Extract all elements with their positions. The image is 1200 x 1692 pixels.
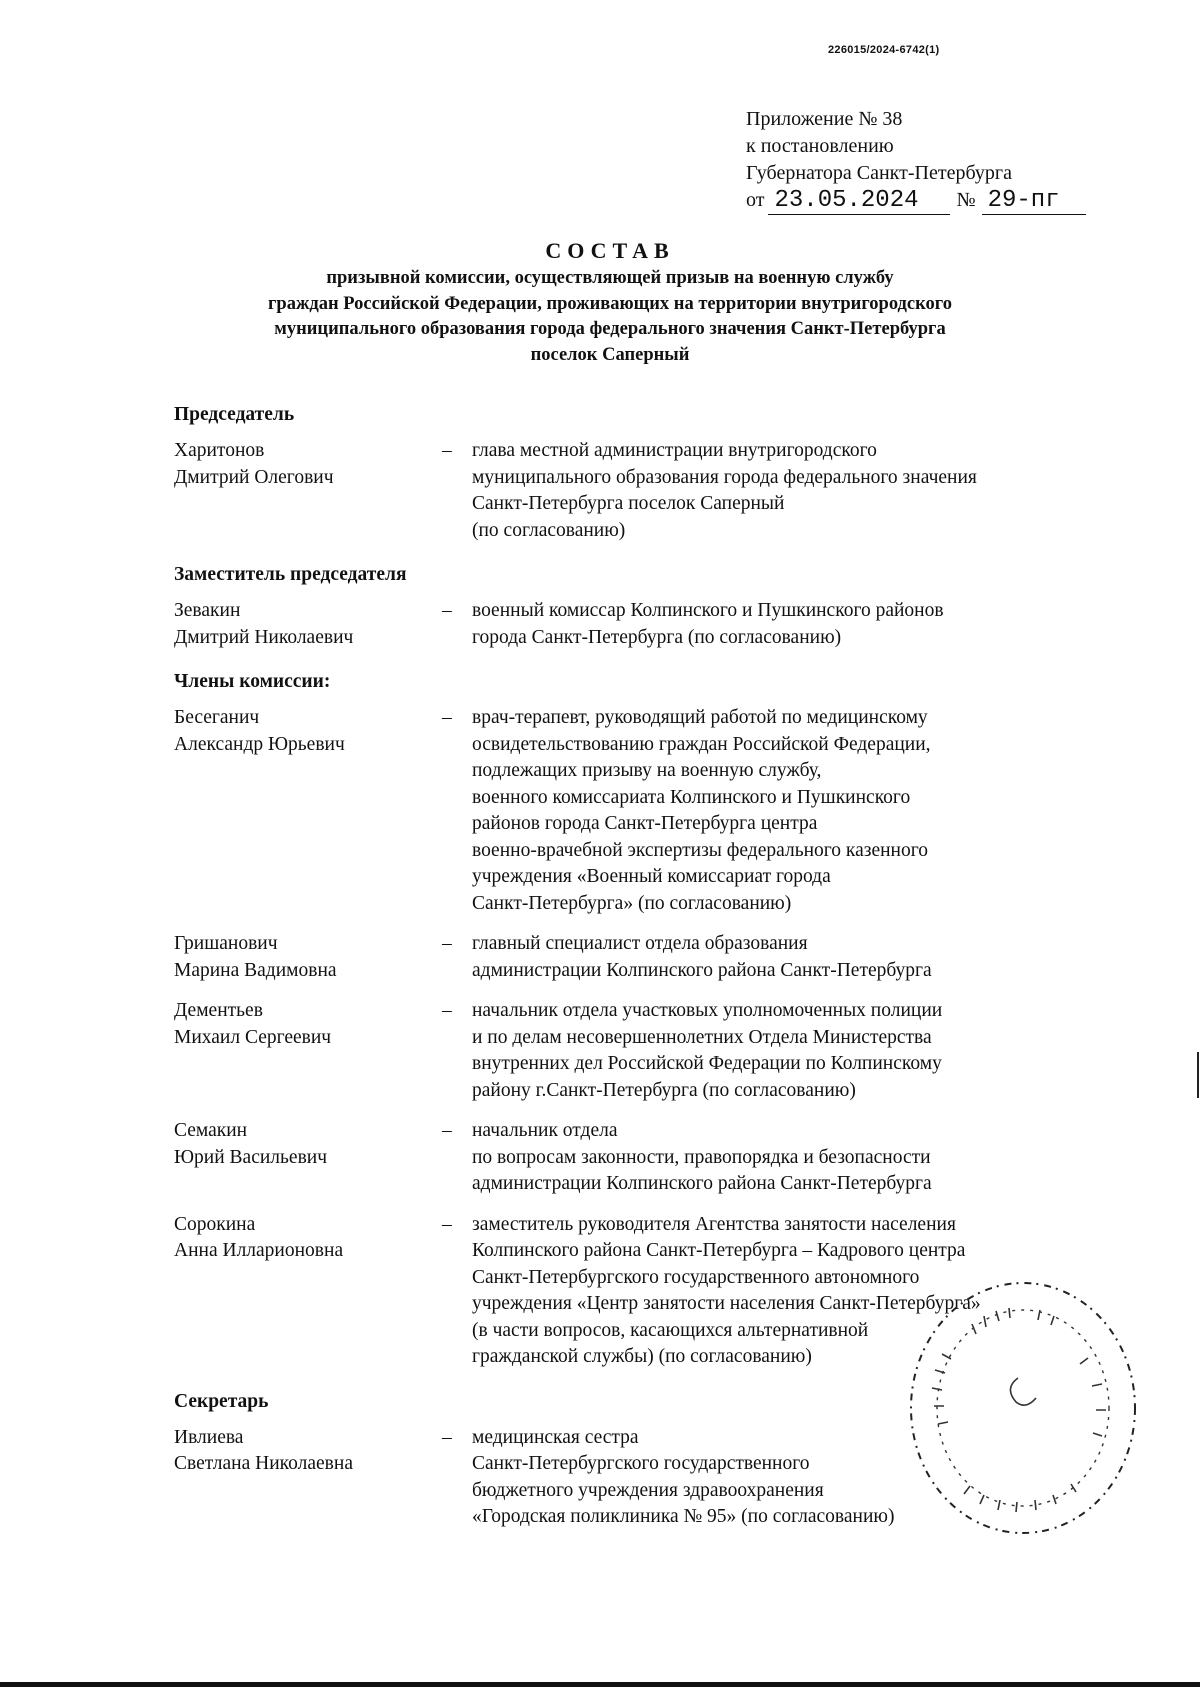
position-line: району г.Санкт-Петербурга (по согласованию) bbox=[472, 1079, 856, 1101]
member-given-names: Михаил Сергеевич bbox=[174, 1026, 332, 1048]
member-surname: Харитонов bbox=[174, 440, 265, 461]
title-line-3: муниципального образования города федерального значения Санкт-Петербурга bbox=[274, 319, 946, 339]
member-surname: Зевакин bbox=[174, 600, 241, 621]
member-name bbox=[174, 438, 442, 544]
member-name bbox=[174, 705, 442, 917]
member-position bbox=[472, 598, 1114, 651]
document-id: 226015/2024-6742(1) bbox=[828, 44, 940, 56]
position-line: администрации Колпинского района Санкт-Петербурга bbox=[472, 959, 932, 981]
position-line: Колпинского района Санкт-Петербурга – Кадрового центра bbox=[472, 1240, 966, 1261]
position-line: врач-терапевт, руководящий работой по медицинскому bbox=[472, 707, 928, 728]
entry-dash: – bbox=[442, 600, 452, 621]
member-position bbox=[472, 1118, 1114, 1198]
member-given-names: Светлана Николаевна bbox=[174, 1453, 353, 1474]
group-heading: Заместитель председателя bbox=[174, 564, 407, 585]
member-name bbox=[174, 1212, 442, 1371]
title-line-1: призывной комиссии, осуществляющей призыв на военную службу bbox=[326, 268, 894, 288]
position-line: Санкт-Петербургского государственного автономного bbox=[472, 1266, 920, 1288]
member-entry bbox=[174, 438, 1114, 544]
entry-dash: – bbox=[442, 1213, 452, 1235]
date-prefix: от bbox=[746, 189, 765, 211]
margin-mark bbox=[1197, 1052, 1199, 1098]
position-line: внутренних дел Российской Федерации по Колпинскому bbox=[472, 1053, 942, 1074]
position-line: подлежащих призыву на военную службу, bbox=[472, 760, 822, 781]
member-entry bbox=[174, 705, 1114, 917]
member-entry bbox=[174, 931, 1114, 984]
member-position bbox=[472, 438, 1114, 544]
member-name bbox=[174, 998, 442, 1104]
position-line: администрации Колпинского района Санкт-Петербурга bbox=[472, 1173, 932, 1194]
position-line: учреждения «Центр занятости населения Санкт-Петербурга» bbox=[472, 1293, 981, 1314]
position-line: города Санкт-Петербурга (по согласованию) bbox=[472, 626, 842, 648]
member-given-names: Дмитрий Николаевич bbox=[174, 626, 354, 648]
entry-dash: – bbox=[442, 1000, 452, 1021]
position-line: Санкт-Петербургского государственного bbox=[472, 1453, 810, 1474]
member-name bbox=[174, 931, 442, 984]
entry-dash: – bbox=[442, 440, 452, 461]
annex-date-line bbox=[746, 187, 1086, 215]
member-surname: Гришанович bbox=[174, 933, 278, 954]
number-prefix: № bbox=[956, 189, 976, 211]
annex-title: Приложение № 38 bbox=[746, 108, 903, 130]
position-line: Санкт-Петербурга поселок Саперный bbox=[472, 493, 785, 514]
member-given-names: Анна Илларионовна bbox=[174, 1240, 344, 1261]
member-position bbox=[472, 705, 1114, 917]
position-line: военно-врачебной экспертизы федерального казенного bbox=[472, 839, 928, 861]
position-line: «Городская поликлиника № 95» (по согласованию) bbox=[472, 1506, 895, 1527]
position-line: (в части вопросов, касающихся альтернативной bbox=[472, 1319, 869, 1341]
position-line: (по согласованию) bbox=[472, 519, 626, 541]
page-bottom-rule bbox=[0, 1682, 1200, 1687]
position-line: районов города Санкт-Петербурга центра bbox=[472, 813, 818, 834]
member-surname: Сорокина bbox=[174, 1213, 256, 1235]
position-line: заместитель руководителя Агентства занятости населения bbox=[472, 1213, 956, 1235]
position-line: и по делам несовершеннолетних Отдела Министерства bbox=[472, 1026, 932, 1048]
member-given-names: Марина Вадимовна bbox=[174, 959, 337, 981]
member-surname: Бесеганич bbox=[174, 707, 260, 728]
member-given-names: Дмитрий Олегович bbox=[174, 466, 334, 488]
member-position bbox=[472, 998, 1114, 1104]
entry-dash: – bbox=[442, 933, 452, 954]
group-heading: Секретарь bbox=[174, 1390, 269, 1412]
position-line: гражданской службы) (по согласованию) bbox=[472, 1346, 812, 1367]
member-surname: Дементьев bbox=[174, 1000, 263, 1021]
annex-issuer: Губернатора Санкт-Петербурга bbox=[746, 162, 1012, 184]
position-line: начальник отдела участковых уполномоченных полиции bbox=[472, 1000, 943, 1021]
group-heading: Председатель bbox=[174, 404, 295, 425]
annex-block bbox=[746, 106, 1086, 215]
member-name bbox=[174, 1118, 442, 1198]
official-seal-stamp bbox=[898, 1266, 1148, 1546]
document-title bbox=[130, 236, 1090, 368]
member-entry bbox=[174, 1118, 1114, 1198]
group-heading: Члены комиссии: bbox=[174, 671, 331, 692]
member-surname: Семакин bbox=[174, 1120, 248, 1141]
title-line-2: граждан Российской Федерации, проживающих на территории внутригородского bbox=[268, 293, 952, 314]
member-given-names: Юрий Васильевич bbox=[174, 1146, 328, 1168]
member-entry bbox=[174, 998, 1114, 1104]
position-line: военный комиссар Колпинского и Пушкинского районов bbox=[472, 600, 944, 621]
decree-date: 23.05.2024 bbox=[768, 188, 950, 215]
position-line: муниципального образования города федерального значения bbox=[472, 466, 977, 488]
position-line: глава местной администрации внутригородского bbox=[472, 440, 877, 461]
member-given-names: Александр Юрьевич bbox=[174, 733, 345, 755]
position-line: освидетельствованию граждан Российской Федерации, bbox=[472, 733, 931, 755]
position-line: бюджетного учреждения здравоохранения bbox=[472, 1479, 824, 1501]
position-line: Санкт-Петербурга» (по согласованию) bbox=[472, 892, 792, 914]
member-position bbox=[472, 931, 1114, 984]
member-name bbox=[174, 598, 442, 651]
decree-number: 29-пг bbox=[982, 188, 1086, 215]
position-line: военного комиссариата Колпинского и Пушкинского bbox=[472, 786, 911, 808]
position-line: учреждения «Военный комиссариат города bbox=[472, 866, 831, 887]
position-line: начальник отдела bbox=[472, 1120, 618, 1141]
position-line: по вопросам законности, правопорядка и безопасности bbox=[472, 1146, 931, 1168]
annex-reference: к постановлению bbox=[746, 135, 894, 157]
entry-dash: – bbox=[442, 1120, 452, 1141]
position-line: главный специалист отдела образования bbox=[472, 933, 808, 954]
member-name bbox=[174, 1425, 442, 1531]
member-surname: Ивлиева bbox=[174, 1426, 244, 1448]
position-line: медицинская сестра bbox=[472, 1426, 639, 1448]
member-entry bbox=[174, 598, 1114, 651]
title-word: СОСТАВ bbox=[545, 238, 675, 263]
entry-dash: – bbox=[442, 1426, 452, 1448]
title-line-4: поселок Саперный bbox=[530, 344, 690, 365]
entry-dash: – bbox=[442, 707, 452, 728]
